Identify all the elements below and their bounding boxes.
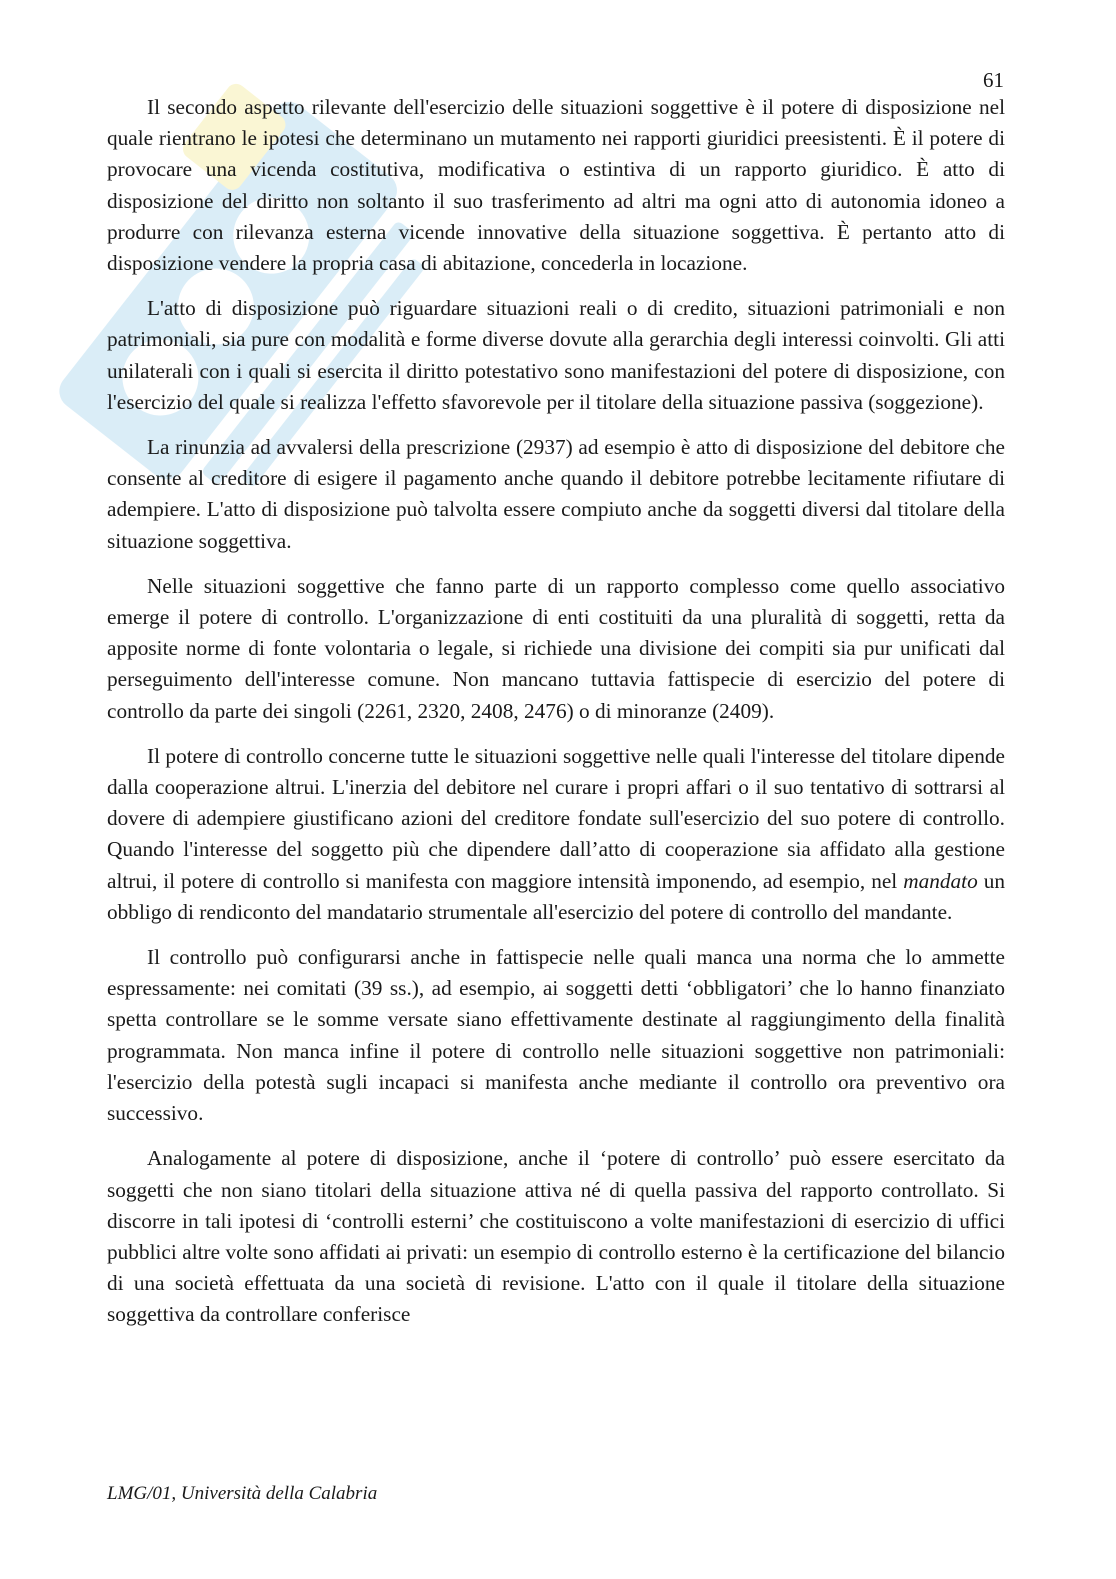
paragraph-7: Analogamente al potere di disposizione, anche il ‘potere di controllo’ può essere esercitato da soggetti che non siano titolari della situazione attiva né di quella passiva del rapporto controllato. Si discorre in tali ipotesi di ‘controlli esterni’ che costituiscono a volte manifestazioni di esercizio di uffici pubblici altre volte sono affidati ai privati: un esempio di controllo esterno è la certificazione del bilancio di una società effettuata da una società di revisione. L'atto con il quale il titolare della situazione soggettiva da controllare conferisce (107, 1146, 1005, 1327)
page-footer: LMG/01, Università della Calabria (107, 1483, 378, 1504)
paragraph-5-text-after: un obbligo di rendiconto del mandatario strumentale all'esercizio del potere di controllo del mandante. (107, 868, 1005, 924)
page-number: 61 (983, 68, 1004, 92)
paragraph-5 (107, 741, 1005, 928)
body-text (107, 92, 1005, 1345)
paragraph-3: La rinunzia ad avvalersi della prescrizione (2937) ad esempio è atto di disposizione del debitore che consente al creditore di esigere il pagamento anche quando il debitore potrebbe lecitamente rifiutare di adempiere. L'atto di disposizione può talvolta essere compiuto anche da soggetti diversi dal titolare della situazione soggettiva. (107, 435, 1005, 553)
paragraph-6: Il controllo può configurarsi anche in fattispecie nelle quali manca una norma che lo ammette espressamente: nei comitati (39 ss.), ad esempio, ai soggetti detti ‘obbligatori’ che lo hanno finanziato spetta controllare se le somme versate siano effettivamente destinate al raggiungimento della finalità programmata. Non manca infine il potere di controllo nelle situazioni soggettive non patrimoniali: l'esercizio della potestà sugli incapaci si manifesta anche mediante il controllo ora preventivo ora successivo. (107, 945, 1005, 1126)
paragraph-2: L'atto di disposizione può riguardare situazioni reali o di credito, situazioni patrimoniali e non patrimoniali, sia pure con modalità e forme diverse dovute alla gerarchia degli interessi coinvolti. Gli atti unilaterali con i quali si esercita il diritto potestativo sono manifestazioni del potere di disposizione, con l'esercizio del quale si realizza l'effetto sfavorevole per il titolare della situazione passiva (soggezione). (107, 296, 1005, 414)
paragraph-1: Il secondo aspetto rilevante dell'esercizio delle situazioni soggettive è il potere di disposizione nel quale rientrano le ipotesi che determinano un mutamento nei rapporti giuridici preesistenti. È il potere di provocare una vicenda costitutiva, modificativa o estintiva di un rapporto giuridico. È atto di disposizione del diritto non soltanto il suo trasferimento ad altri ma ogni atto di autonomia idoneo a produrre con rilevanza esterna vicende innovative della situazione soggettiva. È pertanto atto di disposizione vendere la propria casa di abitazione, concederla in locazione. (107, 95, 1005, 276)
paragraph-5-text-before: Il potere di controllo concerne tutte le situazioni soggettive nelle quali l'interesse del titolare dipende dalla cooperazione altrui. L'inerzia del debitore nel curare i propri affari o il suo tentativo di sottrarsi al dovere di adempiere giustificano azioni del creditore fondate sull'esercizio del suo potere di controllo. Quando l'interesse del soggetto più che dipendere dall’atto di cooperazione sia affidato alla gestione altrui, il potere di controllo si manifesta con maggiore intensità imponendo, ad esempio, nel (107, 743, 1005, 893)
paragraph-5-emphasis: mandato (903, 868, 978, 893)
paragraph-4: Nelle situazioni soggettive che fanno parte di un rapporto complesso come quello associativo emerge il potere di controllo. L'organizzazione di enti costituiti da una pluralità di soggetti, retta da apposite norme di fonte volontaria o legale, si richiede una divisione dei compiti sia pur unificati dal perseguimento dell'interesse comune. Non mancano tuttavia fattispecie di esercizio del potere di controllo da parte dei singoli (2261, 2320, 2408, 2476) o di minoranze (2409). (107, 573, 1005, 723)
